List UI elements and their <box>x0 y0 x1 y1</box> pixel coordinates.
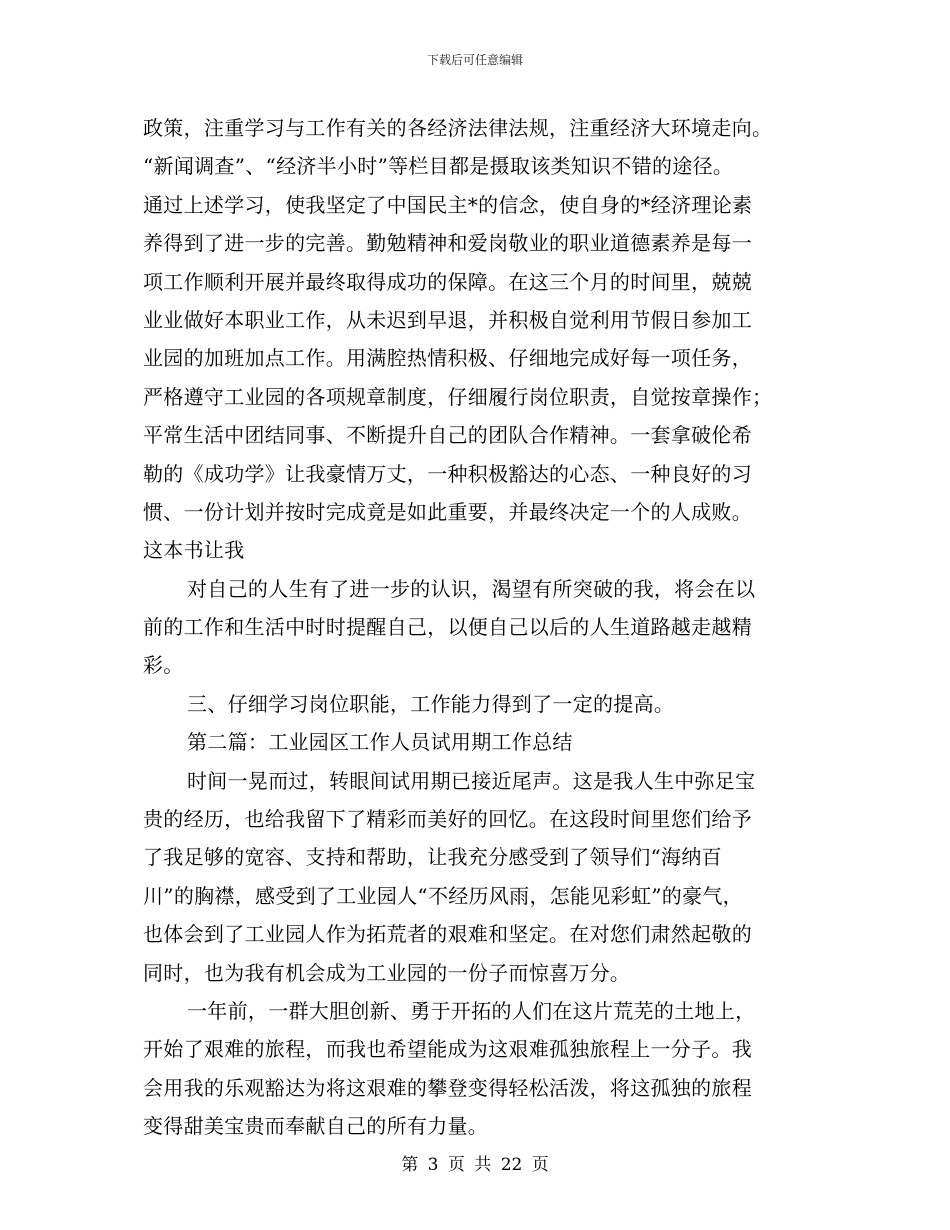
text-line: 变得甜美宝贵而奉献自己的所有力量。 <box>143 1114 489 1139</box>
text-line: 严格遵守工业园的各项规章制度，仔细履行岗位职责，自觉按章操作； <box>143 384 773 409</box>
text-line: 平常生活中团结同事、不断提升自己的团队合作精神。一套拿破伦希 <box>143 423 752 448</box>
text-line: 一年前，一群大胆创新、勇于开拓的人们在这片荒芜的土地上， <box>187 998 756 1023</box>
page-header: 下载后可任意编辑 <box>426 53 523 67</box>
text-line: 会用我的乐观豁达为将这艰难的攀登变得轻松活泼，将这孤独的旅程 <box>143 1075 752 1100</box>
text-line: 业业做好本职业工作，从未迟到早退，并积极自觉利用节假日参加工 <box>143 307 752 332</box>
text-line: 业园的加班加点工作。用满腔热情积极、仔细地完成好每一项任务， <box>143 346 752 371</box>
text-line: “新闻调查”、“经济半小时”等栏目都是摄取该类知识不错的途径。 <box>143 154 734 179</box>
text-line: 项工作顺利开展并最终取得成功的保障。在这三个月的时间里，兢兢 <box>143 269 752 294</box>
text-line: 了我足够的宽容、支持和帮助，让我充分感受到了领导们“海纳百 <box>143 845 722 870</box>
text-line: 这本书让我 <box>143 538 245 563</box>
text-line: 同时，也为我有机会成为工业园的一份子而惊喜万分。 <box>143 960 631 985</box>
section-heading: 三、仔细学习岗位职能，工作能力得到了一定的提高。 <box>187 691 675 716</box>
chapter-heading: 第二篇：工业园区工作人员试用期工作总结 <box>187 730 573 755</box>
text-line: 养得到了进一步的完善。勤勉精神和爱岗敬业的职业道德素养是每一 <box>143 231 752 256</box>
text-line: 也体会到了工业园人作为拓荒者的艰难和坚定。在对您们肃然起敬的 <box>143 922 752 947</box>
text-line: 政策，注重学习与工作有关的各经济法律法规，注重经济大环境走向。 <box>143 116 773 140</box>
document-body <box>143 109 813 1146</box>
text-line: 对自己的人生有了进一步的认识，渴望有所突破的我，将会在以 <box>187 576 756 601</box>
text-line: 通过上述学习，使我坚定了中国民主*的信念，使自身的*经济理论素 <box>143 192 753 217</box>
text-line: 前的工作和生活中时时提醒自己，以便自己以后的人生道路越走越精 <box>143 615 752 640</box>
text-line: 勒的《成功学》让我豪情万丈，一种积极豁达的心态、一种良好的习 <box>143 461 752 486</box>
text-line: 惯、一份计划并按时完成竟是如此重要，并最终决定一个的人成败。 <box>143 499 752 524</box>
text-line: 时间一晃而过，转眼间试用期已接近尾声。这是我人生中弥足宝 <box>187 768 756 793</box>
text-line: 彩。 <box>143 653 184 678</box>
text-line: 贵的经历，也给我留下了精彩而美好的回忆。在这段时间里您们给予 <box>143 807 752 832</box>
text-line: 川”的胸襟，感受到了工业园人“不经历风雨，怎能见彩虹”的豪气， <box>143 883 743 908</box>
page-number: 第 3 页 共 22 页 <box>401 1155 549 1175</box>
text-line: 开始了艰难的旅程，而我也希望能成为这艰难孤独旅程上一分子。我 <box>143 1037 752 1062</box>
